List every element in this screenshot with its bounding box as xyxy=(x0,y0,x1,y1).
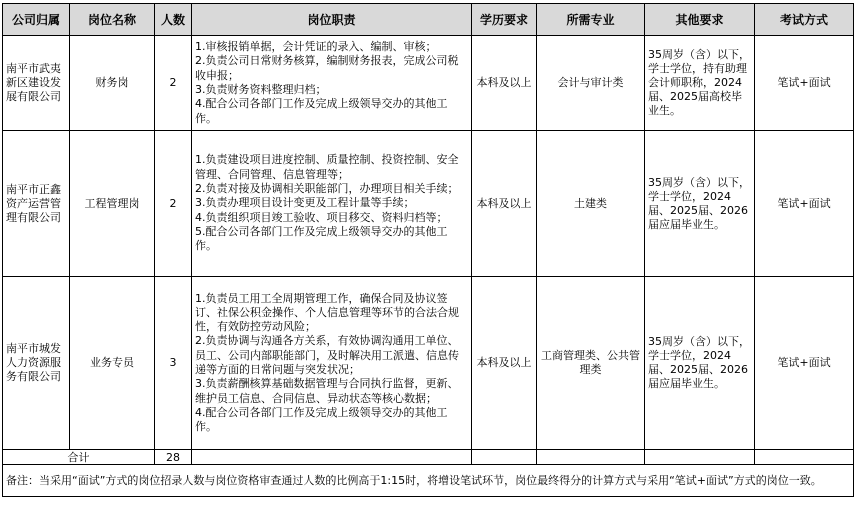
position-cell: 业务专员 xyxy=(70,277,155,450)
header-row xyxy=(3,4,854,36)
education-cell: 本科及以上 xyxy=(472,277,537,450)
header-other: 其他要求 xyxy=(645,4,755,36)
header-exam: 考试方式 xyxy=(755,4,854,36)
header-position: 岗位名称 xyxy=(70,4,155,36)
count-cell: 2 xyxy=(155,36,192,131)
recruitment-table xyxy=(2,3,854,497)
header-count: 人数 xyxy=(155,4,192,36)
total-count: 28 xyxy=(155,450,192,465)
count-cell: 3 xyxy=(155,277,192,450)
duties-cell xyxy=(192,277,472,450)
total-empty-cell xyxy=(755,450,854,465)
position-cell: 财务岗 xyxy=(70,36,155,131)
total-empty-cell xyxy=(472,450,537,465)
total-empty-cell xyxy=(192,450,472,465)
education-cell: 本科及以上 xyxy=(472,131,537,277)
major-cell: 土建类 xyxy=(537,131,645,277)
duty-item: 5.配合公司各部门工作及完成上级领导交办的其他工作。 xyxy=(195,224,448,253)
exam-cell: 笔试+面试 xyxy=(755,277,854,450)
header-education: 学历要求 xyxy=(472,4,537,36)
other-requirements-cell: 35周岁（含）以下，学士学位，持有助理会计师职称，2024届、2025届高校毕业生。 xyxy=(645,36,755,131)
duty-item: 2.负责协调与沟通各方关系，有效协调沟通用工单位、员工、公司内部职能部门，及时解决用工派遣、信息传递等方面的日常问题与突发状况； xyxy=(195,334,459,376)
duty-item: 3.负责薪酬核算基础数据管理与合同执行监督，更新、维护员工信息、合同信息、异动状态等核心数据； xyxy=(195,377,459,405)
total-row xyxy=(3,450,854,465)
duties-cell xyxy=(192,131,472,277)
duty-item: 3.负责财务资料整理归档； xyxy=(195,83,327,96)
duty-item: 1.负责建设项目进度控制、质量控制、投资控制、安全管理、合同管理、信息管理等； xyxy=(195,153,459,181)
duty-item: 1.负责员工用工全周期管理工作，确保合同及协议签订、社保公积金操作、个人信息管理等环节的合法合规性，有效防控劳动风险； xyxy=(195,291,459,334)
duty-item: 1.审核报销单据，会计凭证的录入、编制、审核； xyxy=(195,40,437,54)
note-text: 备注：当采用“面试”方式的岗位招录人数与岗位资格审查通过人数的比例高于1:15时，将增设笔试环节，岗位最终得分的计算方式与采用“笔试+面试”方式的岗位一致。 xyxy=(3,465,854,497)
total-empty-cell xyxy=(537,450,645,465)
table-row xyxy=(3,277,854,450)
major-cell: 工商管理类、公共管理类 xyxy=(537,277,645,450)
duty-item: 4.配合公司各部门工作及完成上级领导交办的其他工作。 xyxy=(195,97,448,125)
position-cell: 工程管理岗 xyxy=(70,131,155,277)
header-duties: 岗位职责 xyxy=(192,4,472,36)
other-requirements-cell: 35周岁（含）以下，学士学位，2024届、2025届、2026届应届毕业生。 xyxy=(645,277,755,450)
duty-item: 3.负责办理项目设计变更及工程计量等手续； xyxy=(195,196,415,210)
major-cell: 会计与审计类 xyxy=(537,36,645,131)
count-cell: 2 xyxy=(155,131,192,277)
header-major: 所需专业 xyxy=(537,4,645,36)
table-row xyxy=(3,36,854,131)
note-row xyxy=(3,465,854,497)
company-cell: 南平市正鑫资产运营管理有限公司 xyxy=(3,131,70,277)
duties-cell xyxy=(192,36,472,131)
duty-item: 4.负责组织项目竣工验收、项目移交、资料归档等； xyxy=(195,210,448,224)
total-label: 合计 xyxy=(3,450,155,465)
duty-item: 2.负责对接及协调相关职能部门，办理项目相关手续； xyxy=(195,182,459,196)
exam-cell: 笔试+面试 xyxy=(755,36,854,131)
other-requirements-cell: 35周岁（含）以下，学士学位，2024届、2025届、2026届应届毕业生。 xyxy=(645,131,755,277)
total-empty-cell xyxy=(645,450,755,465)
duty-item: 2.负责公司日常财务核算，编制财务报表，完成公司税收申报； xyxy=(195,54,459,82)
duty-item: 4.配合公司各部门工作及完成上级领导交办的其他工作。 xyxy=(195,405,448,434)
recruitment-table-container xyxy=(2,3,854,497)
education-cell: 本科及以上 xyxy=(472,36,537,131)
company-cell: 南平市武夷新区建设发展有限公司 xyxy=(3,36,70,131)
company-cell: 南平市城发人力资源服务有限公司 xyxy=(3,277,70,450)
table-row xyxy=(3,131,854,277)
exam-cell: 笔试+面试 xyxy=(755,131,854,277)
header-company: 公司归属 xyxy=(3,4,70,36)
